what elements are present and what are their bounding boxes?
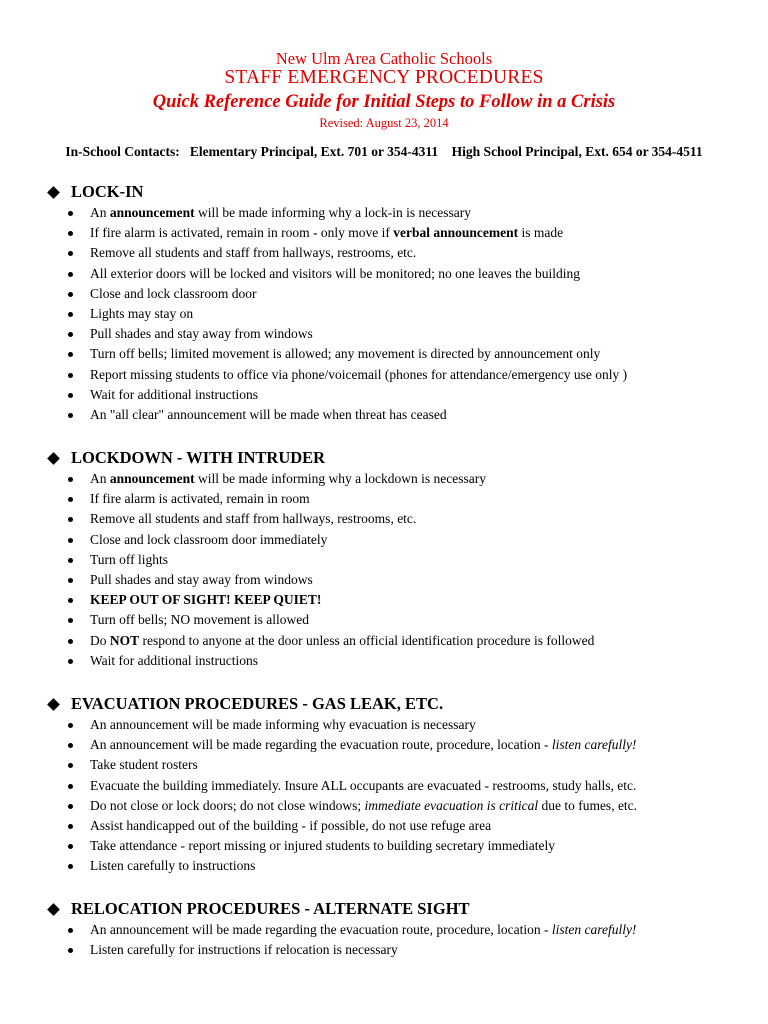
section-heading (47, 693, 747, 715)
list-item-text: An "all clear" announcement will be made when threat has ceased (90, 406, 447, 422)
section-lock-in (47, 181, 747, 425)
list-item-text: Pull shades and stay away from windows (90, 326, 313, 342)
list-item (47, 816, 747, 836)
list-item (47, 324, 747, 344)
bullet-icon (68, 864, 73, 869)
list-item-text: listen carefully! (551, 737, 637, 753)
list-item-text: due to fumes, etc. (538, 797, 638, 813)
bullet-icon (68, 804, 73, 809)
list-item (47, 284, 747, 304)
list-item (47, 920, 747, 940)
bullet-icon (68, 723, 73, 728)
revision-date: Revised: August 23, 2014 (319, 116, 449, 130)
section-lockdown (47, 447, 747, 671)
diamond-bullet-icon (47, 903, 60, 916)
list-item-text: listen carefully! (551, 922, 637, 937)
bullet-icon (68, 251, 73, 256)
list-item-text: announcement (109, 471, 195, 486)
list-item-text: All exterior doors will be locked and visitors will be monitored; no one leaves the building (90, 265, 581, 281)
list-item-text: Listen carefully for instructions if relocation is necessary (90, 942, 398, 958)
bullet-icon (68, 477, 73, 482)
list-item-text: Pull shades and stay away from windows (90, 571, 313, 587)
diamond-bullet-icon (47, 186, 60, 199)
list-item-text: Take student rosters (90, 757, 198, 773)
bullet-icon (68, 928, 73, 933)
list-item-text: An announcement will be made informing why evacuation is necessary (90, 717, 476, 732)
bullet-icon (68, 743, 73, 748)
instruction-list (47, 920, 747, 960)
section-evacuation (47, 693, 747, 877)
bullet-icon (68, 538, 73, 543)
bullet-icon (68, 272, 73, 277)
list-item-text: Assist handicapped out of the building - if possible, do not use refuge area (90, 817, 492, 833)
section-title: EVACUATION PROCEDURES - GAS LEAK, ETC. (71, 694, 444, 713)
list-item (47, 715, 747, 735)
bullet-icon (68, 784, 73, 789)
bullet-icon (68, 312, 73, 317)
list-item-text: Do (90, 632, 110, 648)
diamond-bullet-icon (47, 452, 60, 465)
diamond-bullet-icon (47, 698, 60, 711)
section-title: RELOCATION PROCEDURES - ALTERNATE SIGHT (71, 899, 470, 918)
bullet-icon (68, 332, 73, 337)
section-heading (47, 447, 747, 469)
list-item (47, 796, 747, 816)
in-school-contacts: In-School Contacts: Elementary Principal, Ext. 701 or 354-4311 High School Principal, Ext. 654 or 354-4511 (65, 144, 703, 159)
list-item (47, 776, 747, 796)
instruction-list (47, 715, 747, 877)
list-item (47, 469, 747, 489)
list-item-text: An announcement will be made regarding the evacuation route, procedure, location - (90, 737, 552, 753)
bullet-icon (68, 639, 73, 644)
list-item (47, 651, 747, 671)
list-item (47, 223, 747, 243)
list-item-text: Turn off bells; limited movement is allowed; any movement is directed by announcement only (90, 346, 601, 362)
bullet-icon (68, 211, 73, 216)
list-item-text: Remove all students and staff from hallways, restrooms, etc. (90, 245, 417, 261)
list-item (47, 243, 747, 263)
list-item (47, 405, 747, 425)
list-item-text: Turn off bells; NO movement is allowed (90, 612, 309, 628)
list-item-text: If fire alarm is activated, remain in room (90, 491, 310, 507)
list-item-text: Wait for additional instructions (90, 652, 259, 668)
bullet-icon (68, 598, 73, 603)
bullet-icon (68, 844, 73, 849)
bullet-icon (68, 393, 73, 398)
list-item-text: Remove all students and staff from hallways, restrooms, etc. (90, 511, 417, 527)
list-item (47, 940, 747, 960)
list-item-text: Listen carefully to instructions (90, 858, 256, 874)
bullet-icon (68, 292, 73, 297)
list-item (47, 203, 747, 223)
bullet-icon (68, 618, 73, 623)
bullet-icon (68, 413, 73, 418)
list-item (47, 836, 747, 856)
list-item-text: If fire alarm is activated, remain in room - only move if (90, 225, 394, 241)
bullet-icon (68, 659, 73, 664)
list-item-text: Take attendance - report missing or injured students to building secretary immediately (90, 838, 556, 854)
bullet-icon (68, 352, 73, 357)
list-item-text: will be made informing why a lock-in is necessary (194, 205, 471, 220)
list-item (47, 509, 747, 529)
list-item (47, 610, 747, 630)
list-item (47, 570, 747, 590)
section-title: LOCK-IN (71, 182, 144, 201)
list-item-text: An (90, 205, 110, 220)
list-item-text: immediate evacuation is critical (364, 797, 539, 813)
document-subtitle: Quick Reference Guide for Initial Steps to Follow in a Crisis (152, 92, 616, 112)
list-item (47, 344, 747, 364)
list-item (47, 755, 747, 775)
list-item-text: Lights may stay on (90, 305, 194, 321)
bullet-icon (68, 497, 73, 502)
list-item (47, 365, 747, 385)
list-item-text: An (90, 471, 110, 486)
list-item-text: Wait for additional instructions (90, 386, 259, 402)
section-heading (47, 181, 747, 203)
list-item-text: NOT (109, 632, 140, 648)
bullet-icon (68, 824, 73, 829)
section-relocation (47, 898, 747, 960)
bullet-icon (68, 517, 73, 522)
list-item-text: will be made informing why a lockdown is necessary (194, 471, 486, 486)
list-item (47, 304, 747, 324)
list-item (47, 856, 747, 876)
bullet-icon (68, 578, 73, 583)
instruction-list (47, 203, 747, 425)
section-title: LOCKDOWN - WITH INTRUDER (71, 448, 326, 467)
list-item (47, 530, 747, 550)
list-item-text: respond to anyone at the door unless an official identification procedure is followed (139, 632, 595, 648)
list-item (47, 550, 747, 570)
list-item (47, 264, 747, 284)
school-name: New Ulm Area Catholic Schools (275, 49, 493, 68)
list-item-text: Close and lock classroom door immediately (90, 531, 328, 547)
list-item (47, 590, 747, 610)
list-item (47, 735, 747, 755)
list-item-text: Close and lock classroom door (90, 285, 257, 301)
bullet-icon (68, 231, 73, 236)
bullet-icon (68, 373, 73, 378)
list-item-text: is made (518, 225, 564, 241)
bullet-icon (68, 948, 73, 953)
list-item-text: Turn off lights (90, 551, 169, 567)
list-item-text: KEEP OUT OF SIGHT! KEEP QUIET! (90, 592, 322, 608)
section-heading (47, 898, 747, 920)
document-title: STAFF EMERGENCY PROCEDURES (224, 67, 544, 88)
list-item-text: Do not close or lock doors; do not close windows; (90, 797, 365, 813)
list-item-text: Report missing students to office via phone/voicemail (phones for attendance/emergency use only ) (90, 366, 628, 382)
list-item (47, 385, 747, 405)
list-item-text: An announcement will be made regarding the evacuation route, procedure, location - (90, 922, 552, 937)
list-item-text: announcement (109, 205, 195, 220)
list-item-text: verbal announcement (393, 225, 519, 241)
bullet-icon (68, 558, 73, 563)
bullet-icon (68, 763, 73, 768)
instruction-list (47, 469, 747, 671)
list-item (47, 631, 747, 651)
list-item (47, 489, 747, 509)
list-item-text: Evacuate the building immediately. Insure ALL occupants are evacuated - restrooms, study halls, etc. (90, 777, 637, 793)
